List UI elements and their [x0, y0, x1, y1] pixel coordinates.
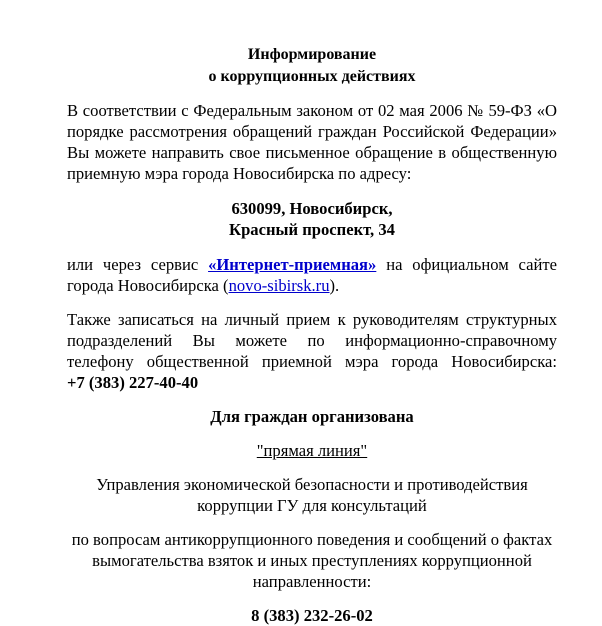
online-line2-suffix: ).	[329, 276, 340, 295]
online-middle: на официальном сайте	[376, 255, 557, 274]
online-prefix: или через сервис	[67, 255, 209, 274]
hotline-paragraph	[67, 440, 557, 461]
department-line: Управления экономической безопасности и противодействия	[96, 475, 528, 494]
intro-line: приемную мэра города Новосибирска по адресу:	[67, 164, 412, 183]
site-link[interactable]: novo-sibirsk.ru	[228, 276, 330, 295]
internet-reception-link[interactable]: «Интернет-приемная»	[208, 255, 377, 274]
department-line: коррупции ГУ для консультаций	[197, 496, 427, 515]
address-line-1: 630099, Новосибирск,	[231, 199, 393, 218]
title-line-1: Информирование	[247, 46, 377, 63]
online-line-1	[67, 254, 557, 275]
topics-line: направленности:	[252, 572, 372, 591]
topics-paragraph	[67, 529, 557, 592]
online-service-paragraph	[67, 254, 557, 296]
reception-phone: +7 (383) 227-40-40	[67, 373, 199, 392]
hotline-phone: 8 (383) 232-26-02	[251, 606, 373, 625]
intro-paragraph	[67, 100, 557, 184]
document-page	[67, 44, 557, 626]
hotline-label: "прямая линия"	[256, 441, 368, 460]
department-paragraph	[67, 474, 557, 516]
intro-line: Вы можете направить свое письменное обращение в общественную	[67, 143, 557, 162]
online-line-2	[67, 275, 557, 296]
topics-line: по вопросам антикоррупционного поведения и сообщений о фактах	[71, 530, 553, 549]
citizens-heading: Для граждан организована	[210, 407, 414, 426]
online-line2-prefix: города Новосибирска (	[67, 276, 229, 295]
intro-line: порядке рассмотрения обращений граждан Российской Федерации»	[67, 122, 557, 141]
topics-line: вымогательства взяток и иных преступлениях коррупционной	[92, 551, 532, 570]
appointment-line: подразделений Вы можете по информационно-справочному	[67, 331, 557, 350]
postal-address	[67, 198, 557, 240]
document-title	[67, 44, 557, 88]
address-line-2: Красный проспект, 34	[229, 220, 395, 239]
intro-line: В соответствии с Федеральным законом от 02 мая 2006 № 59-ФЗ «О	[67, 101, 557, 120]
appointment-line: телефону общественной приемной мэра города Новосибирска:	[67, 352, 557, 371]
appointment-paragraph	[67, 309, 557, 393]
appointment-line: Также записаться на личный прием к руководителям структурных	[67, 310, 557, 329]
title-line-2: о коррупционных действиях	[208, 68, 416, 85]
